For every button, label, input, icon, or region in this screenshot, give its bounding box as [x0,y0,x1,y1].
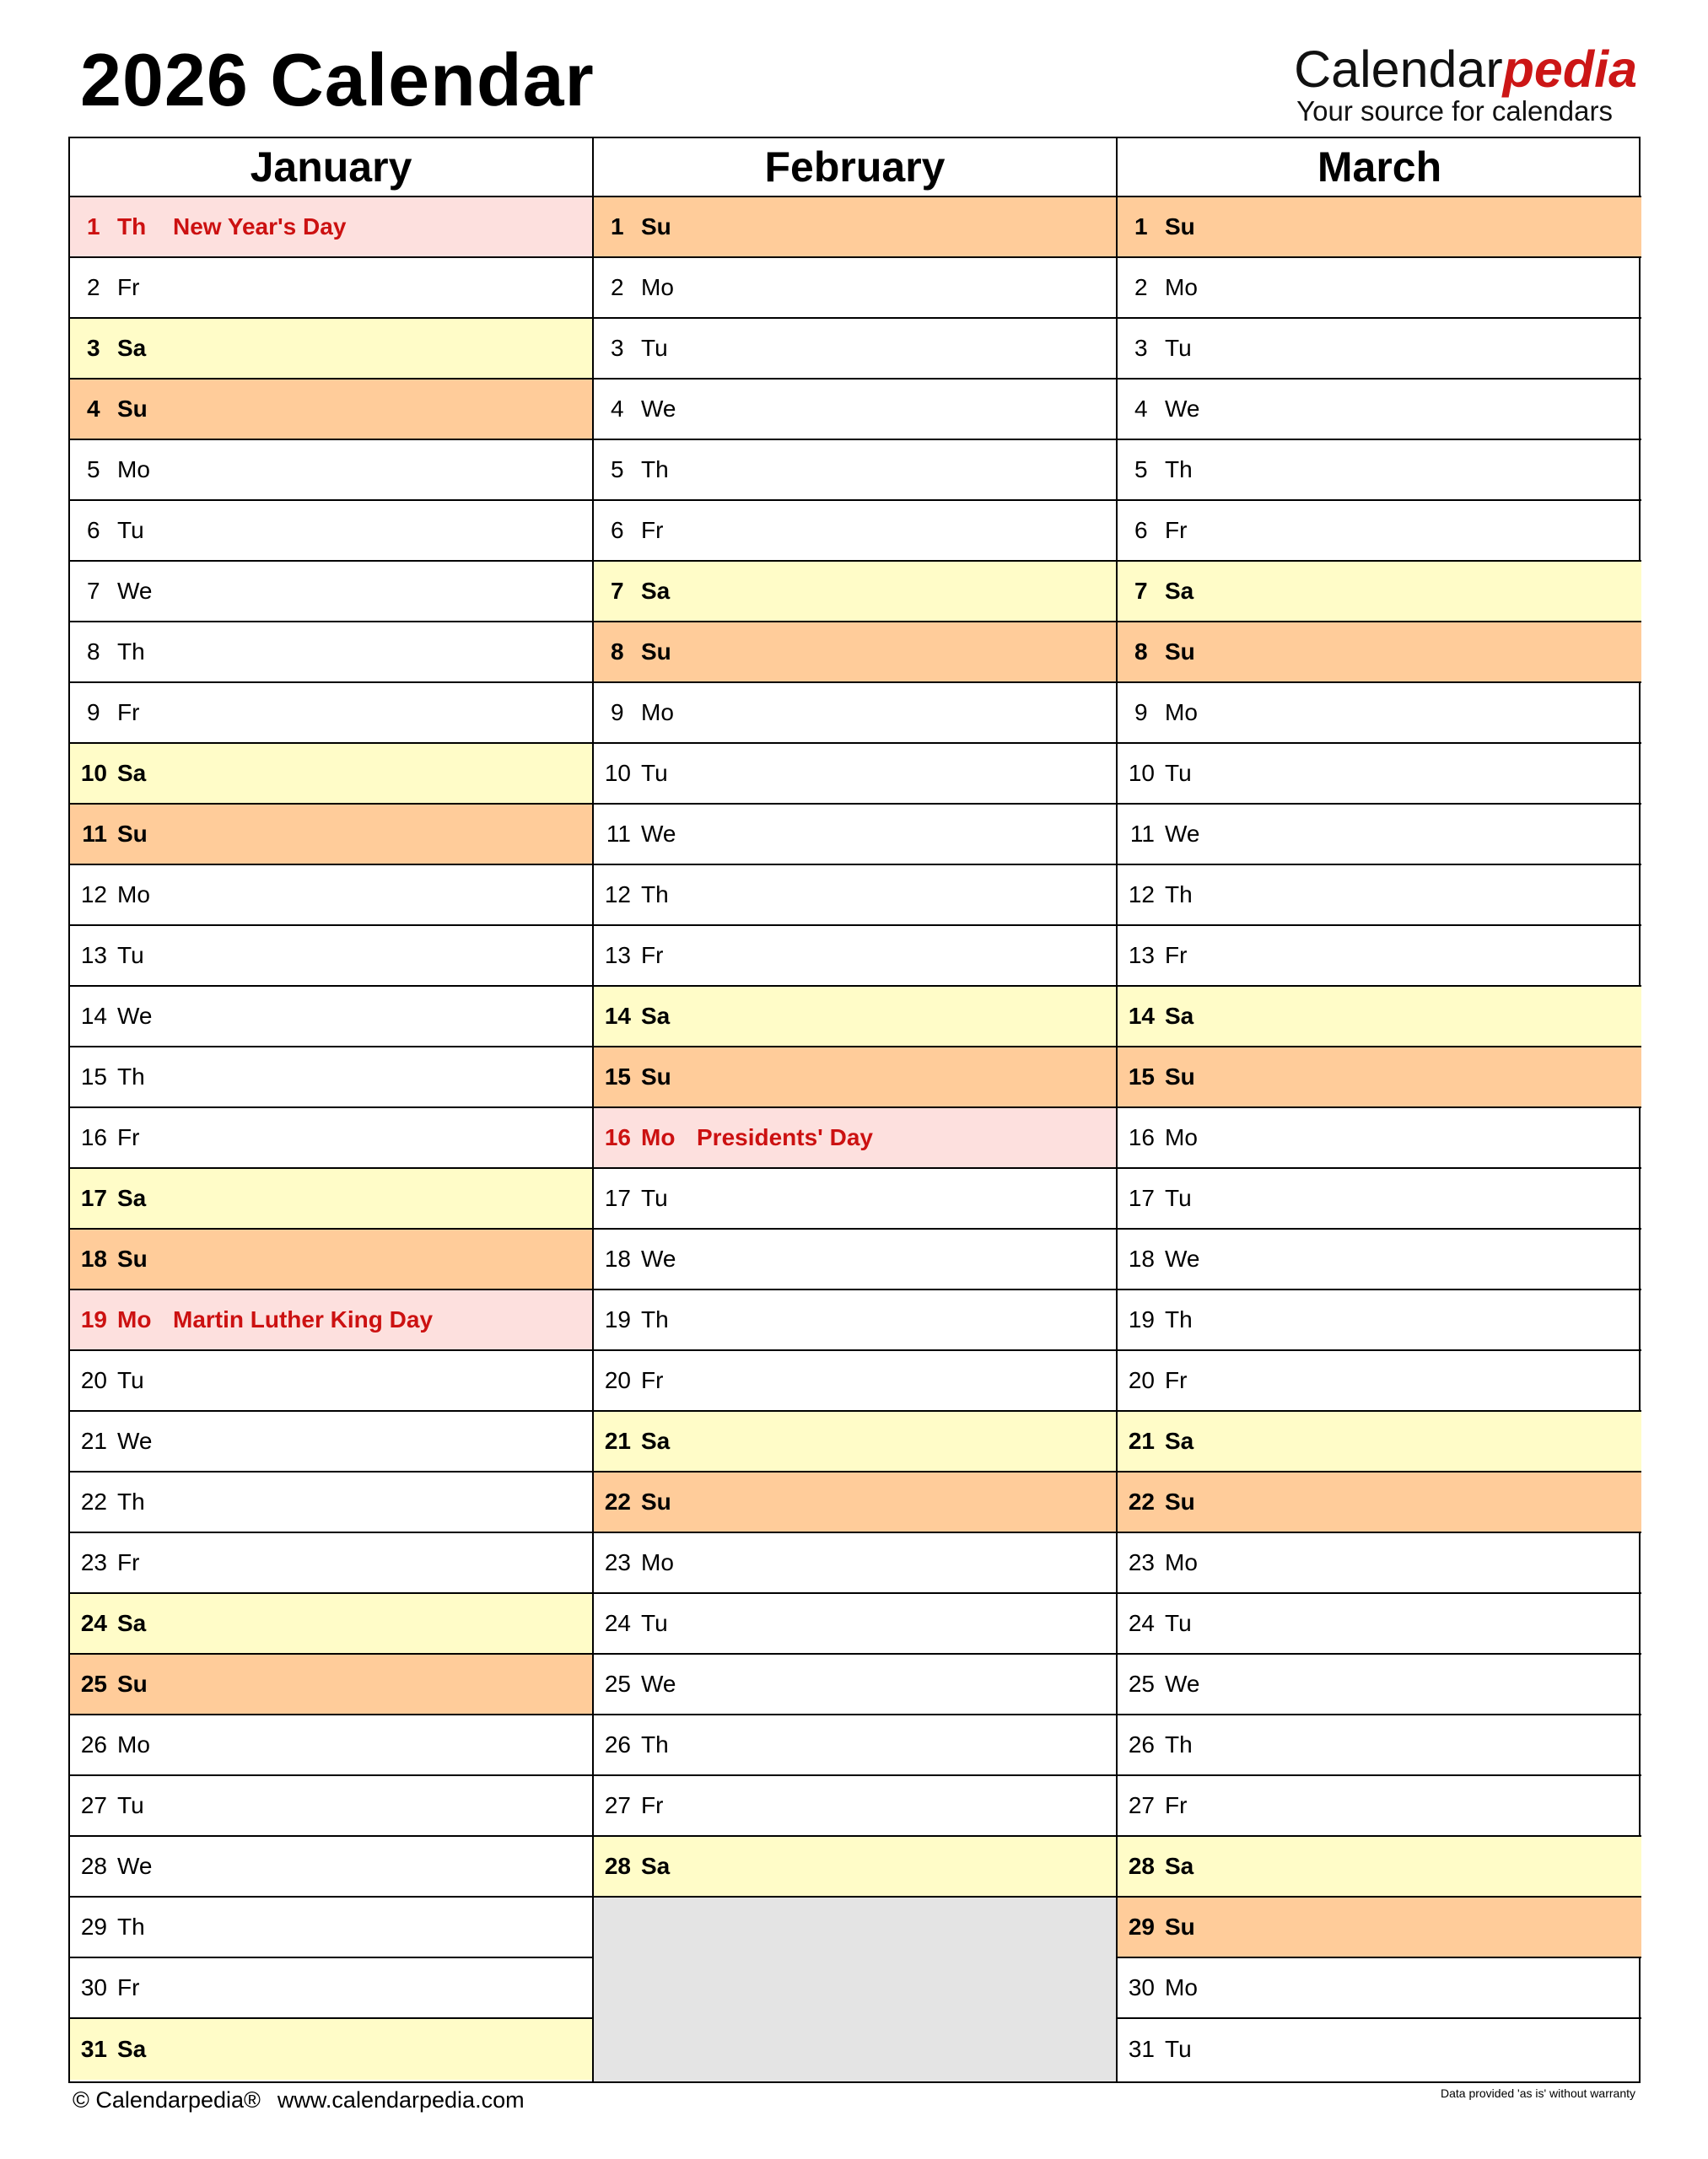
day-number: 25 [80,1671,107,1697]
day-number: 16 [1128,1124,1155,1150]
day-number: 2 [87,274,100,300]
saturday-row[interactable] [70,319,592,380]
weekday-name: We [1165,396,1200,422]
day-number: 8 [1134,638,1148,665]
day-row[interactable] [70,1412,592,1473]
weekday-name: Su [1165,1063,1195,1090]
day-row[interactable] [70,1776,592,1837]
saturday-row[interactable] [594,562,1116,622]
weekday-name: Mo [1165,1124,1198,1150]
day-number: 6 [87,517,100,543]
weekday-name: Mo [641,1124,676,1150]
day-number: 21 [604,1428,631,1454]
day-row[interactable] [1118,501,1641,562]
page-title: 2026 Calendar [80,38,595,121]
day-number: 15 [604,1063,631,1090]
day-number: 1 [87,213,100,240]
day-list [70,197,592,2081]
weekday-name: Sa [641,1428,671,1454]
sunday-row[interactable] [1118,197,1641,258]
saturday-row[interactable] [594,1412,1116,1473]
day-number: 5 [87,456,100,482]
day-row[interactable] [1118,744,1641,805]
day-number: 15 [1128,1063,1155,1090]
weekday-name: Fr [1165,1792,1188,1818]
day-number: 22 [1128,1489,1155,1515]
weekday-name: Tu [1165,335,1192,361]
weekday-name: Su [1165,638,1195,665]
day-number: 28 [1128,1853,1155,1879]
day-number: 22 [80,1489,107,1515]
day-number: 23 [80,1549,107,1575]
weekday-name: Fr [641,1367,664,1393]
day-number: 12 [604,881,631,907]
day-row[interactable] [594,380,1116,440]
day-row[interactable] [1118,1533,1641,1594]
day-row[interactable] [70,501,592,562]
day-number: 22 [604,1489,631,1515]
day-row[interactable] [1118,1594,1641,1655]
day-number: 25 [604,1671,631,1697]
day-row[interactable] [70,1715,592,1776]
day-row[interactable] [594,1230,1116,1290]
holiday-row[interactable] [70,1290,592,1351]
day-number: 30 [80,1974,107,2000]
weekday-name: Mo [1165,1974,1198,2000]
day-row[interactable] [1118,1958,1641,2019]
day-number: 10 [80,760,107,786]
saturday-row[interactable] [1118,987,1641,1047]
calendar-grid [68,137,1641,2083]
day-number: 4 [1134,396,1148,422]
day-row[interactable] [1118,319,1641,380]
weekday-name: Fr [641,1792,664,1818]
saturday-row[interactable] [1118,1412,1641,1473]
weekday-name: Th [117,1489,145,1515]
weekday-name: Mo [1165,699,1198,725]
day-number: 13 [80,942,107,968]
day-number: 3 [1134,335,1148,361]
day-row[interactable] [70,1351,592,1412]
day-row[interactable] [594,1533,1116,1594]
day-row[interactable] [70,1047,592,1108]
day-row[interactable] [70,1473,592,1533]
day-list [1118,197,1641,2081]
weekday-name: Su [641,213,671,240]
day-number: 5 [1134,456,1148,482]
day-row[interactable] [1118,865,1641,926]
brand-logo[interactable] [1294,42,1637,127]
weekday-name: Th [641,456,669,482]
weekday-name: Th [641,1731,669,1758]
day-row[interactable] [594,1715,1116,1776]
day-number: 14 [80,1003,107,1029]
saturday-row[interactable] [594,1837,1116,1898]
saturday-row[interactable] [1118,562,1641,622]
month-header: January [70,138,592,197]
day-row[interactable] [70,1108,592,1169]
day-number: 28 [604,1853,631,1879]
sunday-row[interactable] [70,1655,592,1715]
weekday-name: We [117,578,153,604]
sunday-row[interactable] [594,1473,1116,1533]
day-number: 5 [611,456,624,482]
disclaimer-text: Data provided 'as is' without warranty [1440,2086,1635,2100]
day-number: 31 [1128,2036,1155,2062]
copyright-text: © Calendarpedia® [73,2087,261,2113]
weekday-name: We [117,1428,153,1454]
day-number: 23 [604,1549,631,1575]
weekday-name: Th [641,1306,669,1333]
day-row[interactable] [1118,1169,1641,1230]
month-column-february [594,138,1118,2081]
month-column-march [1118,138,1641,2081]
footer-left [73,2083,525,2117]
day-number: 28 [80,1853,107,1879]
day-number: 24 [1128,1610,1155,1636]
weekday-name: Mo [641,1549,674,1575]
day-number: 12 [1128,881,1155,907]
day-number: 7 [87,578,100,604]
day-number: 3 [87,335,100,361]
weekday-name: We [1165,821,1200,847]
day-row[interactable] [70,562,592,622]
day-number: 26 [1128,1731,1155,1758]
day-row[interactable] [1118,1776,1641,1837]
weekday-name: Mo [117,1731,150,1758]
weekday-name: Sa [641,1853,671,1879]
day-number: 21 [1128,1428,1155,1454]
weekday-name: Sa [117,2036,147,2062]
day-number: 12 [80,881,107,907]
empty-cell [594,1898,1116,2081]
day-number: 20 [80,1367,107,1393]
weekday-name: Sa [641,1003,671,1029]
month-header: March [1118,138,1641,197]
weekday-name: Fr [641,942,664,968]
weekday-name: We [641,396,676,422]
day-row[interactable] [70,622,592,683]
weekday-name: Tu [117,1367,144,1393]
day-number: 18 [80,1246,107,1272]
day-number: 13 [604,942,631,968]
weekday-name: Sa [117,1610,147,1636]
day-row[interactable] [1118,683,1641,744]
day-row[interactable] [70,683,592,744]
day-number: 17 [604,1185,631,1211]
day-number: 29 [1128,1914,1155,1940]
day-number: 27 [604,1792,631,1818]
day-number: 1 [611,213,624,240]
day-row[interactable] [594,1776,1116,1837]
sunday-row[interactable] [1118,622,1641,683]
day-number: 19 [80,1306,107,1333]
weekday-name: Th [1165,1306,1193,1333]
weekday-name: Th [1165,881,1193,907]
weekday-name: Tu [117,942,144,968]
weekday-name: Th [117,1914,145,1940]
weekday-name: Sa [117,335,147,361]
day-number: 2 [1134,274,1148,300]
sunday-row[interactable] [594,622,1116,683]
weekday-name: Fr [1165,1367,1188,1393]
weekday-name: Su [117,396,148,422]
day-row[interactable] [1118,380,1641,440]
day-number: 20 [604,1367,631,1393]
weekday-name: Tu [1165,760,1192,786]
weekday-name: Tu [641,1185,668,1211]
weekday-name: Su [117,1246,148,1272]
weekday-name: Th [117,213,147,240]
saturday-row[interactable] [70,744,592,805]
day-number: 4 [87,396,100,422]
sunday-row[interactable] [70,1230,592,1290]
day-number: 26 [604,1731,631,1758]
day-row[interactable] [1118,1230,1641,1290]
day-row[interactable] [594,1169,1116,1230]
day-row[interactable] [594,258,1116,319]
day-number: 19 [604,1306,631,1333]
day-row[interactable] [594,683,1116,744]
month-column-january [70,138,594,2081]
day-number: 17 [1128,1185,1155,1211]
day-number: 4 [611,396,624,422]
weekday-name: Mo [641,274,674,300]
sunday-row[interactable] [1118,1473,1641,1533]
day-row[interactable] [70,926,592,987]
weekday-name: Th [1165,456,1193,482]
website-link[interactable]: www.calendarpedia.com [277,2087,525,2113]
weekday-name: Tu [1165,2036,1192,2062]
day-number: 26 [80,1731,107,1758]
day-number: 21 [80,1428,107,1454]
weekday-name: Su [1165,1914,1195,1940]
weekday-name: Tu [641,760,668,786]
day-number: 14 [1128,1003,1155,1029]
day-row[interactable] [1118,1351,1641,1412]
day-number: 11 [1129,821,1155,847]
day-row[interactable] [594,319,1116,380]
weekday-name: Sa [1165,1428,1194,1454]
holiday-row[interactable] [594,1108,1116,1169]
day-number: 29 [80,1914,107,1940]
day-number: 16 [604,1124,631,1150]
day-row[interactable] [594,805,1116,865]
weekday-name: Mo [117,456,150,482]
weekday-name: Mo [641,699,674,725]
day-row[interactable] [70,258,592,319]
holiday-name: Martin Luther King Day [173,1306,434,1333]
sunday-row[interactable] [1118,1898,1641,1958]
weekday-name: We [117,1853,153,1879]
weekday-name: Th [117,1063,145,1090]
weekday-name: Th [1165,1731,1193,1758]
day-row[interactable] [70,865,592,926]
weekday-name: Tu [117,517,144,543]
day-number: 13 [1128,942,1155,968]
weekday-name: Su [1165,213,1195,240]
month-header: February [594,138,1116,197]
weekday-name: Tu [641,335,668,361]
weekday-name: Su [641,638,671,665]
weekday-name: Th [641,881,669,907]
weekday-name: Mo [1165,1549,1198,1575]
weekday-name: We [1165,1671,1200,1697]
day-number: 24 [604,1610,631,1636]
day-number: 17 [80,1185,107,1211]
day-number: 14 [604,1003,631,1029]
day-number: 24 [80,1610,107,1636]
day-row[interactable] [594,501,1116,562]
day-row[interactable] [70,1958,592,2019]
weekday-name: Fr [117,1974,140,2000]
day-row[interactable] [594,1655,1116,1715]
weekday-name: Mo [1165,274,1198,300]
day-number: 8 [87,638,100,665]
day-number: 27 [1128,1792,1155,1818]
weekday-name: Su [117,1671,148,1697]
day-row[interactable] [1118,1715,1641,1776]
weekday-name: Sa [1165,1003,1194,1029]
holiday-row[interactable] [70,197,592,258]
weekday-name: Tu [641,1610,668,1636]
weekday-name: Fr [1165,942,1188,968]
day-number: 27 [80,1792,107,1818]
saturday-row[interactable] [70,2019,592,2080]
weekday-name: We [641,821,676,847]
day-number: 25 [1128,1671,1155,1697]
day-number: 7 [611,578,624,604]
day-row[interactable] [1118,1655,1641,1715]
sunday-row[interactable] [594,1047,1116,1108]
day-row[interactable] [594,1594,1116,1655]
saturday-row[interactable] [70,1169,592,1230]
day-row[interactable] [1118,258,1641,319]
day-row[interactable] [594,440,1116,501]
day-row[interactable] [594,744,1116,805]
day-row[interactable] [70,987,592,1047]
day-number: 3 [611,335,624,361]
day-number: 16 [80,1124,107,1150]
day-number: 10 [1128,760,1155,786]
day-row[interactable] [70,1533,592,1594]
weekday-name: Sa [1165,578,1194,604]
weekday-name: We [641,1671,676,1697]
brand-name-main: Calendar [1294,40,1503,98]
day-row[interactable] [1118,440,1641,501]
weekday-name: Sa [641,578,671,604]
sunday-row[interactable] [70,380,592,440]
day-row[interactable] [1118,2019,1641,2080]
saturday-row[interactable] [594,987,1116,1047]
weekday-name: Fr [641,517,664,543]
saturday-row[interactable] [70,1594,592,1655]
weekday-name: Mo [117,881,150,907]
day-number: 19 [1128,1306,1155,1333]
weekday-name: Tu [1165,1185,1192,1211]
day-number: 9 [87,699,100,725]
day-number: 7 [1134,578,1148,604]
weekday-name: We [1165,1246,1200,1272]
saturday-row[interactable] [1118,1837,1641,1898]
day-number: 18 [1128,1246,1155,1272]
weekday-name: Su [641,1489,671,1515]
weekday-name: Fr [1165,517,1188,543]
day-number: 9 [1134,699,1148,725]
weekday-name: Su [641,1063,671,1090]
weekday-name: Fr [117,699,140,725]
day-number: 8 [611,638,624,665]
day-row[interactable] [70,440,592,501]
day-number: 10 [604,760,631,786]
weekday-name: Sa [117,1185,147,1211]
weekday-name: Th [117,638,145,665]
day-row[interactable] [1118,926,1641,987]
day-row[interactable] [594,1351,1116,1412]
day-row[interactable] [594,1290,1116,1351]
day-row[interactable] [1118,1290,1641,1351]
day-number: 30 [1128,1974,1155,2000]
weekday-name: Mo [117,1306,152,1333]
day-row[interactable] [594,865,1116,926]
weekday-name: Tu [1165,1610,1192,1636]
day-number: 23 [1128,1549,1155,1575]
weekday-name: Fr [117,1124,140,1150]
day-number: 6 [1134,517,1148,543]
holiday-name: New Year's Day [173,213,347,240]
day-row[interactable] [1118,805,1641,865]
weekday-name: We [641,1246,676,1272]
brand-name [1294,42,1637,96]
weekday-name: Sa [117,760,147,786]
weekday-name: Fr [117,1549,140,1575]
brand-name-accent: pedia [1502,40,1637,98]
weekday-name: Fr [117,274,140,300]
day-row[interactable] [594,926,1116,987]
day-number: 18 [604,1246,631,1272]
day-number: 2 [611,274,624,300]
weekday-name: Su [1165,1489,1195,1515]
day-row[interactable] [70,1837,592,1898]
sunday-row[interactable] [1118,1047,1641,1108]
day-number: 11 [82,821,107,847]
day-row[interactable] [70,1898,592,1958]
weekday-name: Su [117,821,148,847]
day-number: 11 [606,821,631,847]
day-number: 15 [80,1063,107,1090]
day-list [594,197,1116,2081]
holiday-name: Presidents' Day [697,1124,873,1150]
weekday-name: Tu [117,1792,144,1818]
day-number: 31 [80,2036,107,2062]
day-number: 20 [1128,1367,1155,1393]
day-number: 6 [611,517,624,543]
sunday-row[interactable] [594,197,1116,258]
weekday-name: Sa [1165,1853,1194,1879]
day-number: 1 [1134,213,1148,240]
sunday-row[interactable] [70,805,592,865]
weekday-name: We [117,1003,153,1029]
day-number: 9 [611,699,624,725]
day-row[interactable] [1118,1108,1641,1169]
brand-tagline: Your source for calendars [1296,95,1613,127]
